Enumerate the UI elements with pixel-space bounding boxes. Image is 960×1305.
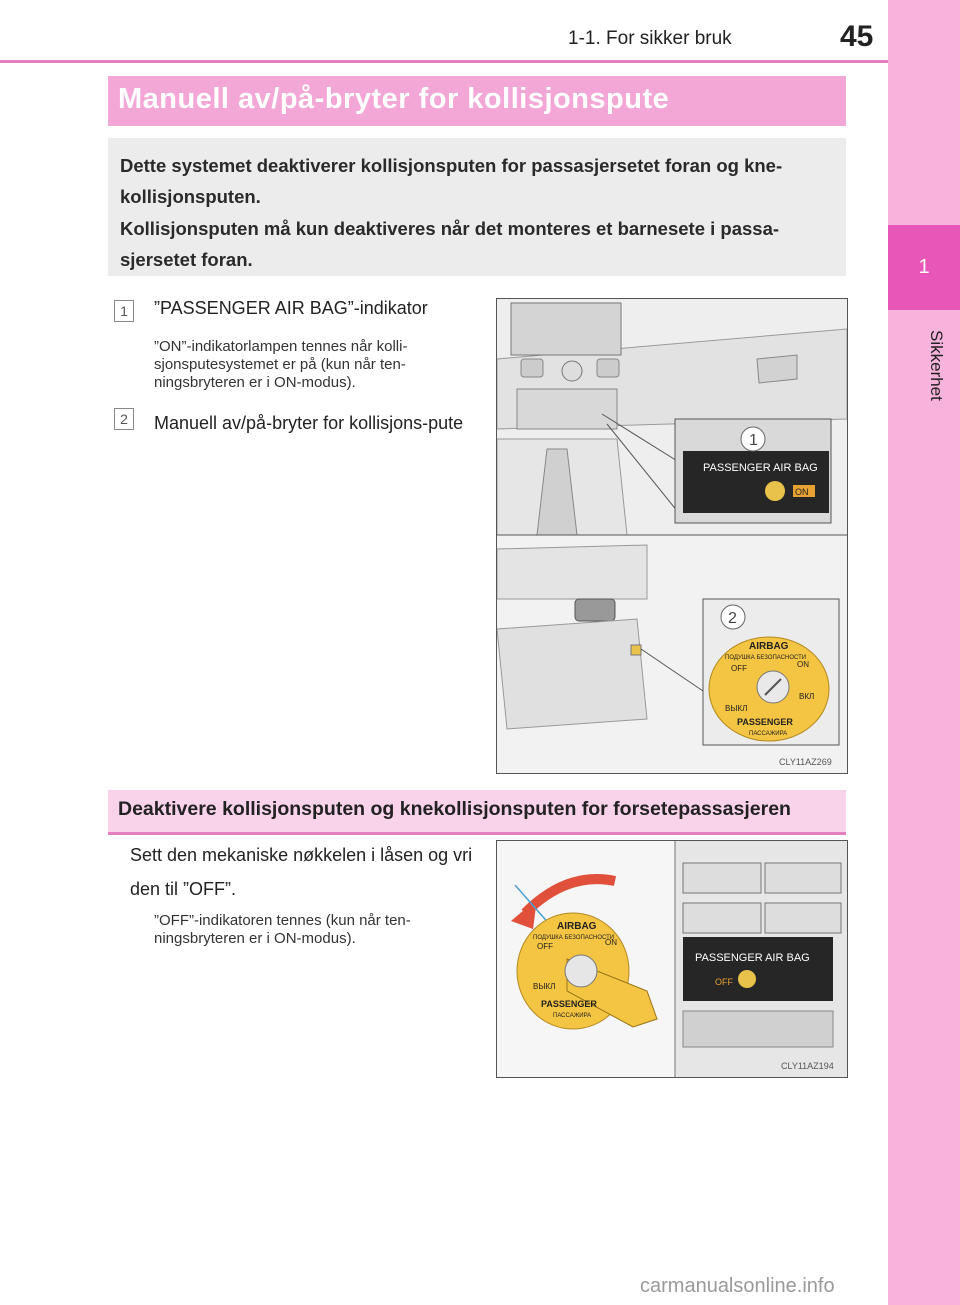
item-number: 1 bbox=[114, 300, 134, 322]
chapter-sidebar bbox=[888, 0, 960, 1305]
dashboard-drawing bbox=[497, 299, 847, 773]
switch-ru-passenger-label: ПАССАЖИРА bbox=[553, 1013, 592, 1019]
subsection-title: Deaktivere kollisjonsputen og knekollisjonsputen for forsetepassasjeren bbox=[118, 798, 791, 820]
switch-airbag-label: AIRBAG bbox=[749, 641, 789, 652]
instruction-note: ”OFF”-indikatoren tennes (kun når ten-ningsbryteren er i ON-modus). bbox=[154, 912, 411, 947]
indicator-label: PASSENGER AIR BAG bbox=[703, 462, 818, 474]
indicator-label: PASSENGER AIR BAG bbox=[695, 952, 810, 964]
header-rule bbox=[0, 60, 888, 63]
callout-2: 2 bbox=[728, 610, 737, 627]
callout-1: 1 bbox=[749, 432, 758, 449]
switch-vkl-label: ВКЛ bbox=[799, 692, 815, 701]
page-number: 45 bbox=[840, 20, 874, 53]
watermark: carmanualsonline.info bbox=[640, 1275, 835, 1297]
chapter-tab[interactable]: 1 bbox=[888, 225, 960, 310]
switch-passenger-label: PASSENGER bbox=[737, 717, 793, 727]
intro-box bbox=[108, 138, 846, 276]
switch-passenger-label: PASSENGER bbox=[541, 999, 597, 1009]
off-indicator-label: OFF bbox=[715, 977, 733, 987]
on-indicator-label: ON bbox=[795, 487, 809, 497]
item-description: ”ON”-indikatorlampen tennes når kolli-sjonsputesystemet er på (kun når ten-ningsbryteren er i ON-modus). bbox=[154, 338, 408, 391]
switch-ru-passenger-label: ПАССАЖИРА bbox=[749, 731, 788, 737]
switch-illustration bbox=[496, 840, 848, 1078]
item-title: ”PASSENGER AIR BAG”-indikator bbox=[154, 298, 428, 318]
switch-ru-label: ПОДУШКА БЕЗОПАСНОСТИ bbox=[725, 655, 807, 661]
section-title: Manuell av/på-bryter for kollisjonspute bbox=[118, 83, 670, 115]
dashboard-illustration bbox=[496, 298, 848, 774]
subsection-title-bar bbox=[108, 790, 846, 835]
section-header: 1-1. For sikker bruk bbox=[568, 28, 732, 49]
chapter-label: Sikkerhet bbox=[927, 330, 946, 401]
switch-drawing bbox=[497, 841, 847, 1077]
switch-airbag-label: AIRBAG bbox=[557, 921, 597, 932]
figure-code: CLY11AZ269 bbox=[779, 757, 832, 767]
switch-ru-label: ПОДУШКА БЕЗОПАСНОСТИ bbox=[533, 935, 615, 941]
switch-on-label: ON bbox=[797, 660, 809, 669]
figure-code: CLY11AZ194 bbox=[781, 1061, 834, 1071]
switch-vykl-label: ВЫКЛ bbox=[725, 704, 748, 713]
switch-off-label: OFF bbox=[731, 664, 747, 673]
intro-paragraph: Kollisjonsputen må kun deaktiveres når det monteres et barnesete i passa-sjersetet foran. bbox=[120, 218, 780, 270]
intro-paragraph: Dette systemet deaktiverer kollisjonsputen for passasjersetet foran og kne-kollisjonsputen. bbox=[120, 155, 783, 207]
item-title: Manuell av/på-bryter for kollisjons-pute bbox=[154, 413, 464, 433]
item-number: 2 bbox=[114, 408, 134, 430]
switch-off-label: OFF bbox=[537, 942, 553, 951]
instruction-text: Sett den mekaniske nøkkelen i låsen og vri den til ”OFF”. bbox=[130, 845, 473, 899]
switch-on-label: ON bbox=[605, 938, 617, 947]
switch-vykl-label: ВЫКЛ bbox=[533, 982, 556, 991]
section-title-bar bbox=[108, 76, 846, 126]
